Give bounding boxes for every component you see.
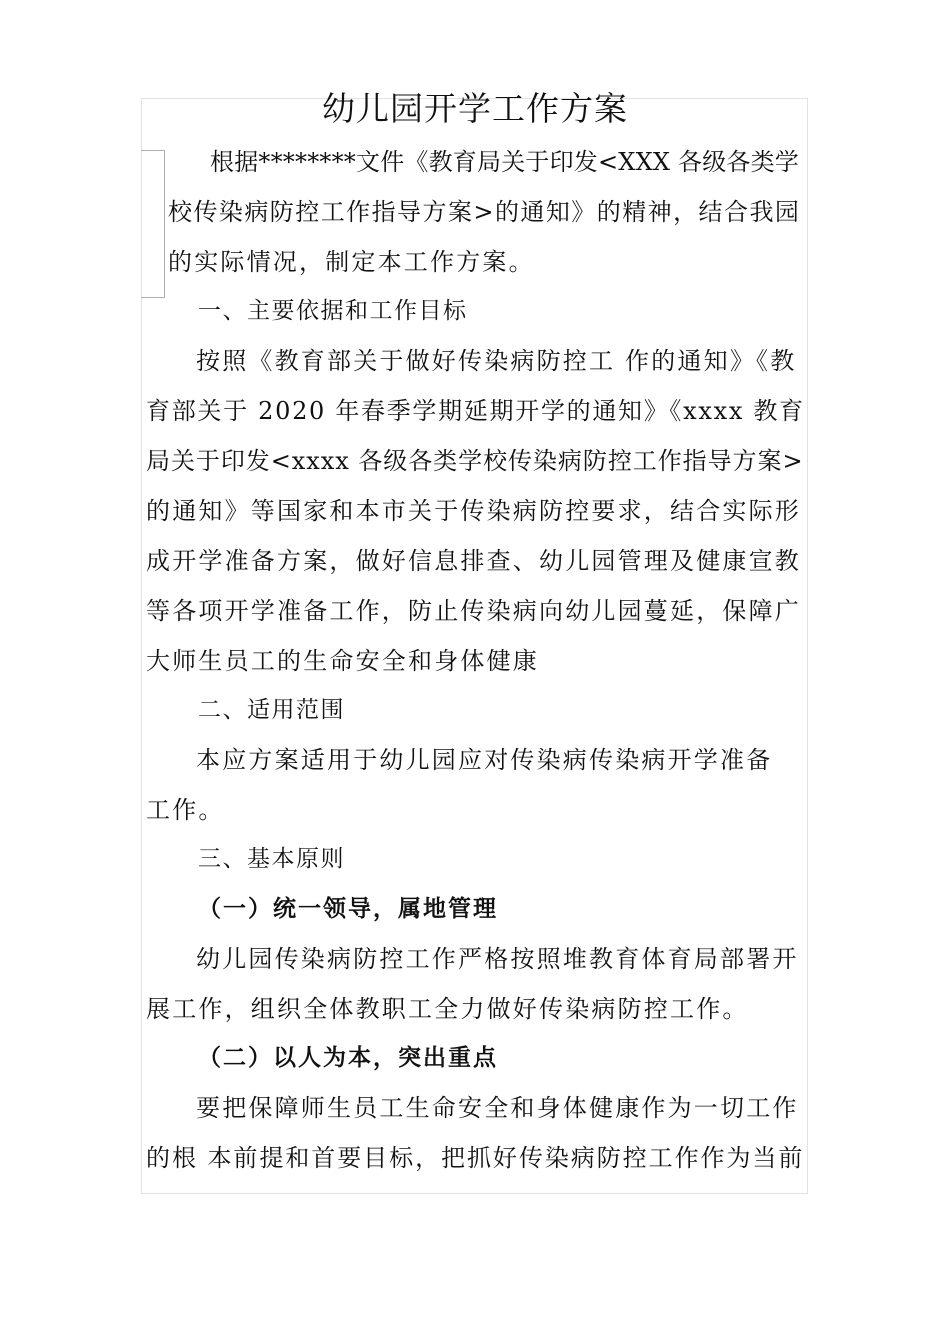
document-title: 幼儿园开学工作方案 [322, 89, 628, 128]
margin-bracket [141, 150, 165, 298]
intro-line-3: 的实际情况，制定本工作方案。 [168, 248, 535, 276]
section3-sub1-line-1: 幼儿园传染病防控工作严格按照堆教育体育局部署开 [196, 945, 799, 973]
section3-sub1-heading: （一）统一领导，属地管理 [198, 896, 498, 922]
section3-heading: 三、基本原则 [198, 846, 345, 872]
section1-line-7: 大师生员工的生命安全和身体健康 [146, 647, 539, 675]
section3-sub2-heading: （二）以人为本，突出重点 [198, 1045, 498, 1071]
section3-sub2-line-2: 的根 本前提和首要目标，把抓好传染病防控工作作为当前 [146, 1144, 805, 1172]
section1-line-3: 局关于印发<xxxx 各级各类学校传染病防控工作指导方案> [146, 447, 804, 475]
section1-line-5: 成开学准备方案，做好信息排查、幼儿园管理及健康宣教 [146, 547, 801, 575]
section1-line-6: 等各项开学准备工作，防止传染病向幼儿园蔓延，保障广 [146, 597, 801, 625]
section1-heading: 一、主要依据和工作目标 [198, 298, 468, 324]
section2-heading: 二、适用范围 [198, 697, 345, 723]
section1-line-1: 按照《教育部关于做好传染病防控工 作的通知》《教 [196, 347, 797, 375]
section3-sub1-line-2: 展工作，组织全体教职工全力做好传染病防控工作。 [146, 995, 749, 1023]
section2-line-1: 本应方案适用于幼儿园应对传染病传染病开学准备 [196, 746, 773, 774]
section1-line-4: 的通知》等国家和本市关于传染病防控要求，结合实际形 [146, 497, 801, 525]
section3-sub2-line-1: 要把保障师生员工生命安全和身体健康作为一切工作 [196, 1094, 799, 1122]
section2-line-2: 工作。 [146, 796, 225, 824]
intro-line-1: 根据********文件《教育局关于印发<XXX 各级各类学 [210, 148, 799, 176]
intro-line-2: 校传染病防控工作指导方案>的通知》的精神，结合我园 [168, 198, 801, 226]
section1-line-2: 育部关于 2020 年春季学期延期开学的通知》《xxxx 教育 [146, 397, 805, 425]
